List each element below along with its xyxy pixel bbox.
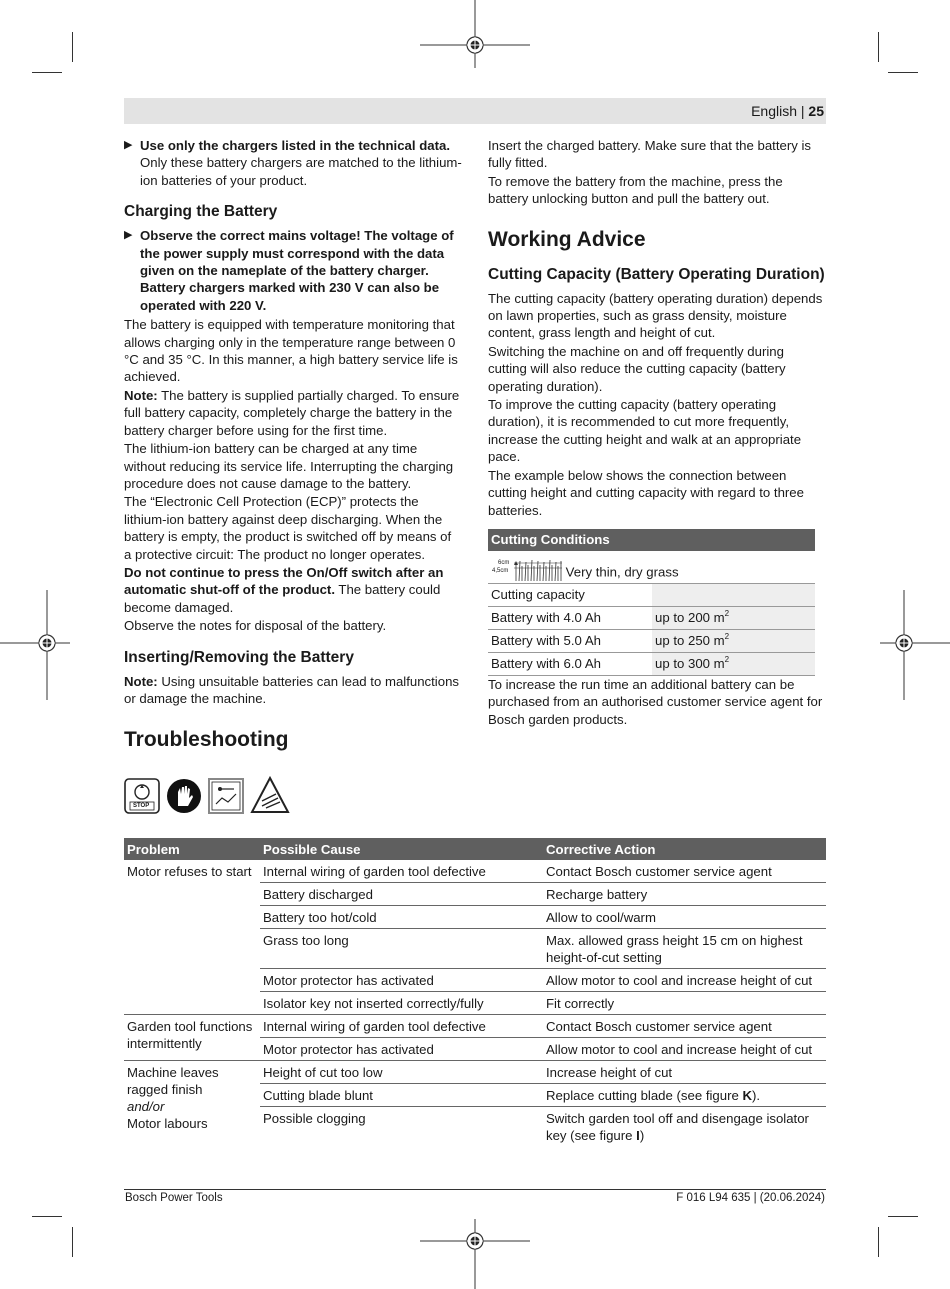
note2-label: Note: bbox=[124, 673, 158, 689]
action-text: Switch garden tool off and disengage isolator key (see figure bbox=[546, 1111, 809, 1143]
cause-cell: Battery discharged bbox=[260, 883, 543, 906]
bullet-triangle-icon: ▶ bbox=[124, 139, 133, 151]
problem-andor: and/or bbox=[127, 1099, 165, 1114]
action-cell: Allow to cool/warm bbox=[543, 906, 826, 929]
action-cell bbox=[543, 1107, 826, 1147]
cause-cell: Motor protector has activated bbox=[260, 1038, 543, 1061]
grass-description: Very thin, dry grass bbox=[565, 564, 679, 580]
battery-area-value: up to 250 m bbox=[655, 633, 725, 649]
registration-mark-bottom bbox=[420, 1219, 530, 1289]
cutting-capacity-blank bbox=[652, 583, 815, 606]
warning-onoff bbox=[124, 564, 462, 616]
cause-cell: Isolator key not inserted correctly/fully bbox=[260, 992, 543, 1015]
cutting-capacity-heading: Cutting Capacity (Battery Operating Duration) bbox=[488, 265, 825, 283]
battery-area-value: up to 200 m bbox=[655, 610, 725, 626]
battery-area-value: up to 300 m bbox=[655, 656, 725, 672]
table-row bbox=[124, 860, 826, 883]
battery-row bbox=[488, 652, 815, 675]
bullet-chargers bbox=[124, 137, 462, 189]
action-text-end: ) bbox=[639, 1128, 645, 1143]
battery-type: Battery with 6.0 Ah bbox=[488, 652, 652, 675]
battery-area bbox=[652, 629, 815, 652]
bullet-chargers-bold: Use only the chargers listed in the technical data. bbox=[140, 138, 450, 153]
battery-row bbox=[488, 629, 815, 652]
para-insert: Insert the charged battery. Make sure that the battery is fully fitted. bbox=[488, 138, 812, 171]
read-manual-icon bbox=[208, 778, 244, 814]
battery-type: Battery with 5.0 Ah bbox=[488, 629, 652, 652]
cause-cell: Height of cut too low bbox=[260, 1061, 543, 1084]
cause-cell: Internal wiring of garden tool defective bbox=[260, 860, 543, 883]
para-runtime: To increase the run time an additional battery can be purchased from an authorised customer service agent for Bosch garden products. bbox=[488, 676, 823, 727]
table-row bbox=[124, 1015, 826, 1038]
note-label: Note: bbox=[124, 387, 158, 403]
area-exponent: 2 bbox=[724, 632, 730, 642]
crop-mark bbox=[32, 1216, 62, 1217]
troubleshooting-heading: Troubleshooting bbox=[124, 728, 289, 751]
figure-ref: I bbox=[636, 1128, 640, 1143]
action-cell: Allow motor to cool and increase height of cut bbox=[543, 969, 826, 992]
table-row bbox=[124, 1061, 826, 1084]
problem-line: Motor labours bbox=[127, 1116, 208, 1131]
battery-area bbox=[652, 652, 815, 675]
problem-cell: Motor refuses to start bbox=[124, 860, 260, 1015]
grass-label-top: 6cm bbox=[498, 559, 510, 566]
cutting-conditions-table bbox=[488, 529, 815, 676]
note2-text: Using unsuitable batteries can lead to malfunctions or damage the machine. bbox=[124, 673, 459, 706]
para-example: The example below shows the connection between cutting height and cutting capacity with regard to three batteries. bbox=[488, 467, 804, 518]
para-improve: To improve the cutting capacity (battery operating duration), it is recommended to cut more frequently, increase the cutting height and walk at an appropriate pace. bbox=[488, 397, 802, 465]
crop-mark bbox=[888, 72, 918, 73]
para-ecp: The “Electronic Cell Protection (ECP)” protects the lithium-ion battery against deep discharging. When the battery is empty, the product is switched off by means of a protective circuit: The product no longer operates. bbox=[124, 494, 452, 562]
footer-brand: Bosch Power Tools bbox=[125, 1192, 223, 1204]
bullet-voltage-text: Observe the correct mains voltage! The voltage of the power supply must correspond with the data given on the nameplate of the battery charger. Battery chargers marked with 230 V can also be operated with 220 V. bbox=[140, 228, 454, 313]
registration-mark-top bbox=[420, 0, 530, 70]
battery-type: Battery with 4.0 Ah bbox=[488, 606, 652, 629]
action-cell: Fit correctly bbox=[543, 992, 826, 1015]
inserting-heading: Inserting/Removing the Battery bbox=[124, 648, 354, 666]
crop-mark bbox=[72, 1227, 73, 1257]
note-partial-text: The battery is supplied partially charged. To ensure full battery capacity, completely charge the battery in the battery charger before using for the first time. bbox=[124, 387, 460, 438]
action-text: Replace cutting blade (see figure bbox=[546, 1088, 743, 1103]
crop-mark bbox=[32, 72, 62, 73]
column-header: Problem bbox=[124, 838, 260, 860]
cutting-conditions-header: Cutting Conditions bbox=[488, 529, 815, 551]
left-column bbox=[124, 137, 462, 708]
battery-area bbox=[652, 606, 815, 629]
grass-condition-cell bbox=[488, 551, 815, 584]
action-cell: Recharge battery bbox=[543, 883, 826, 906]
table-header-row bbox=[124, 838, 826, 860]
footer-rule bbox=[124, 1189, 826, 1190]
page-number: 25 bbox=[808, 103, 824, 119]
cause-cell: Internal wiring of garden tool defective bbox=[260, 1015, 543, 1038]
charging-heading: Charging the Battery bbox=[124, 203, 278, 221]
bullet-triangle-icon: ▶ bbox=[124, 229, 133, 242]
working-advice-heading: Working Advice bbox=[488, 227, 646, 251]
para-remove: To remove the battery from the machine, press the battery unlocking button and pull the battery out. bbox=[488, 173, 783, 207]
battery-row bbox=[488, 606, 815, 629]
right-column bbox=[488, 137, 826, 729]
warning-text: The battery could become damaged. bbox=[124, 582, 441, 615]
crop-mark bbox=[888, 1216, 918, 1217]
para-anytime: The lithium-ion battery can be charged at any time without reducing its service life. Interrupting the charging procedure does not cause damage to the battery. bbox=[124, 441, 454, 491]
bullet-voltage bbox=[124, 227, 462, 314]
footer-doc-number: F 016 L94 635 | (20.06.2024) bbox=[676, 1192, 825, 1204]
header-band bbox=[124, 98, 826, 124]
crop-mark bbox=[878, 32, 879, 62]
gloves-icon bbox=[166, 778, 202, 814]
cutting-capacity-label: Cutting capacity bbox=[488, 583, 652, 606]
para-temperature: The battery is equipped with temperature monitoring that allows charging only in the temperature range between 0 °C and 35 °C. In this manner, a high battery service life is achieved. bbox=[124, 317, 458, 385]
troubleshooting-table bbox=[124, 838, 826, 1146]
warning-bold: Do not continue to press the On/Off switch after an automatic shut-off of the product. bbox=[124, 564, 444, 598]
registration-mark-right bbox=[880, 590, 950, 700]
action-cell: Max. allowed grass height 15 cm on highest height-of-cut setting bbox=[543, 929, 826, 969]
column-header: Possible Cause bbox=[260, 838, 543, 860]
cutting-hazard-icon bbox=[250, 776, 290, 814]
problem-cell bbox=[124, 1061, 260, 1147]
figure-ref: K bbox=[742, 1088, 752, 1103]
crop-mark bbox=[72, 32, 73, 62]
grass-label-bottom: 4,5cm bbox=[492, 567, 509, 574]
crop-mark bbox=[878, 1227, 879, 1257]
action-cell bbox=[543, 1084, 826, 1107]
header-separator: | bbox=[800, 103, 805, 119]
action-cell: Contact Bosch customer service agent bbox=[543, 1015, 826, 1038]
stop-label: STOP bbox=[133, 803, 150, 809]
safety-icons bbox=[124, 776, 294, 816]
registration-mark-left bbox=[0, 590, 70, 700]
action-cell: Contact Bosch customer service agent bbox=[543, 860, 826, 883]
cause-cell: Cutting blade blunt bbox=[260, 1084, 543, 1107]
action-cell: Increase height of cut bbox=[543, 1061, 826, 1084]
cause-cell: Motor protector has activated bbox=[260, 969, 543, 992]
area-exponent: 2 bbox=[724, 655, 730, 665]
cause-cell: Battery too hot/cold bbox=[260, 906, 543, 929]
bullet-chargers-text: Only these battery chargers are matched to the lithium-ion batteries of your product. bbox=[140, 155, 462, 188]
action-cell: Allow motor to cool and increase height of cut bbox=[543, 1038, 826, 1061]
note-partial bbox=[124, 387, 462, 439]
cause-cell: Grass too long bbox=[260, 929, 543, 969]
area-exponent: 2 bbox=[724, 609, 730, 619]
para-switching: Switching the machine on and off frequently during cutting will also reduce the cutting capacity (battery operating duration). bbox=[488, 343, 786, 394]
cause-cell: Possible clogging bbox=[263, 1111, 366, 1126]
grass-height-icon bbox=[490, 555, 562, 581]
header-language: English bbox=[751, 103, 797, 119]
column-header: Corrective Action bbox=[543, 838, 826, 860]
page-header bbox=[751, 103, 824, 119]
para-depends: The cutting capacity (battery operating duration) depends on lawn properties, such as grass density, moisture content, grass length and height of cut. bbox=[488, 290, 823, 341]
para-disposal: Observe the notes for disposal of the battery. bbox=[124, 618, 387, 634]
problem-cell: Garden tool functions intermittently bbox=[124, 1015, 260, 1061]
action-text-end: ). bbox=[752, 1088, 761, 1103]
problem-line: Machine leaves ragged finish bbox=[127, 1065, 219, 1097]
note-unsuitable bbox=[124, 673, 462, 708]
